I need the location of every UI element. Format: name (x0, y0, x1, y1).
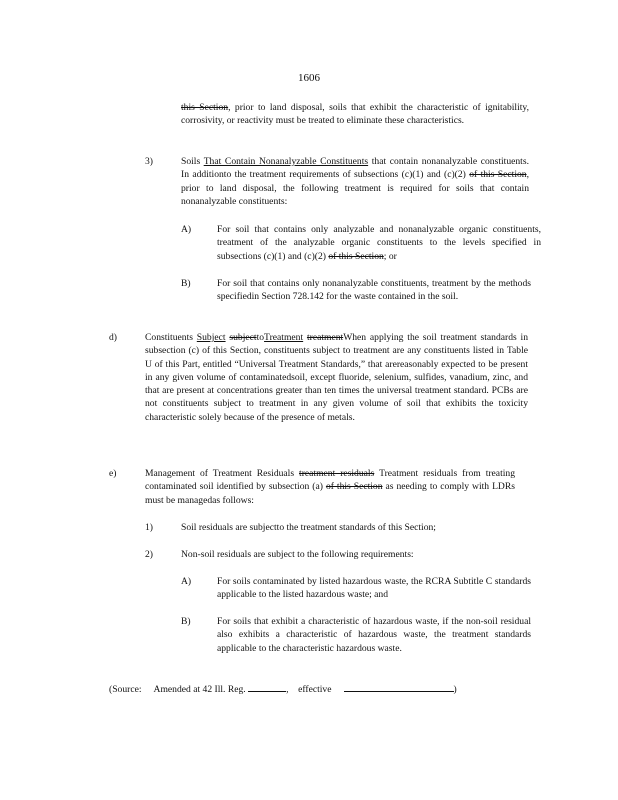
intro-paragraph (181, 101, 529, 128)
source-note (109, 682, 457, 696)
item-e2-paragraph: Non-soil residuals are subject to the following requirements: (181, 549, 414, 560)
source-effective: effective (298, 684, 332, 695)
deleted-text: treatment (306, 332, 344, 343)
item-d-text: When applying the soil treatment standards in subsection (c) of this Section, constituents subject to treatment are any constituents listed in Table U of this Part, entitled “Universal Treatment Standards,” that arereasonably expected to be present in any given volume of contaminatedsoil, except fluoride, selenium, sulfides, vanadium, zinc, and that are present at concentrations greater than ten times the universal treatment standard. PCBs are not constituents subject to treatment in any given volume of soil that exhibits the toxicity characteristic solely because of the presence of metals. (145, 332, 528, 423)
item-3B-label: B) (181, 278, 191, 289)
deleted-text: of this Section (325, 481, 383, 493)
item-3A-paragraph (217, 223, 541, 263)
item-3-paragraph (181, 155, 529, 208)
effective-date-blank (344, 682, 454, 692)
item-e-text: as needing to comply with LDRs must be managedas follows: (145, 481, 515, 506)
item-e1-label: 1) (145, 522, 153, 533)
item-e2A-label: A) (181, 576, 192, 587)
deleted-text: subject (229, 332, 257, 343)
page-number: 1606 (298, 72, 320, 84)
source-open: (Source: (109, 684, 142, 695)
source-close: ) (453, 684, 457, 695)
item-e-text: Management of Treatment Residuals (145, 468, 295, 479)
deleted-text: this Section (181, 102, 229, 113)
deleted-text: treatment residuals (299, 468, 375, 479)
item-3-label: 3) (145, 156, 153, 167)
inserted-text: Treatment (264, 332, 304, 343)
deleted-text: of this Section (328, 250, 384, 262)
intro-text: , prior to land disposal, soils that exhibit the characteristic of ignitability, corrosivity, or reactivity must be treated to eliminate these characteristics. (181, 102, 529, 127)
source-separator: , (286, 684, 289, 695)
item-3-text: Soils (181, 156, 201, 167)
inserted-text: That Contain Nonanalyzable Constituents (203, 156, 369, 167)
item-3-text: that contain nonanalyzable constituents. In additionto the treatment requirements of subsections (c)(1) and (c)(2) (181, 156, 529, 181)
item-3A-text: ; or (383, 250, 397, 262)
item-d-text: to (256, 332, 265, 343)
item-d-label: d) (109, 332, 117, 343)
item-e2-label: 2) (145, 549, 153, 560)
item-e2B-paragraph: For soils that exhibit a characteristic of hazardous waste, if the non-soil residual also exhibits a characteristic of hazardous waste, the treatment standards applicable to the characteristic hazardous waste. (217, 616, 531, 654)
item-3B-paragraph: For soil that contains only nonanalyzable constituents, treatment by the methods specifiedin Section 728.142 for the waste contained in the soil. (217, 278, 531, 303)
item-e-label: e) (109, 468, 117, 479)
item-e1-paragraph: Soil residuals are subjectto the treatment standards of this Section; (181, 522, 436, 533)
item-e2A-paragraph: For soils contaminated by listed hazardous waste, the RCRA Subtitle C standards applicable to the listed hazardous waste; and (217, 576, 531, 601)
register-page-blank (248, 682, 286, 692)
item-e-text: Treatment residuals from treating contaminated soil identified by subsection (a) (145, 468, 515, 493)
inserted-text: Subject (196, 332, 226, 343)
item-3-text: , prior to land disposal, the following treatment is required for soils that contain nonanalyzable constituents: (181, 169, 529, 207)
item-3A-label: A) (181, 224, 192, 235)
item-e2B-label: B) (181, 616, 191, 627)
deleted-text: of this Section (469, 169, 527, 181)
item-d-paragraph (145, 331, 528, 424)
source-text: Amended at 42 Ill. Reg. (153, 684, 246, 695)
item-e-paragraph (145, 467, 515, 507)
item-d-text: Constituents (145, 332, 193, 343)
item-3A-text: For soil that contains only analyzable and nonanalyzable organic constituents, treatment of the analyzable organic constituents to the levels specified in subsections (c)(1) and (c)(2) (217, 224, 541, 262)
